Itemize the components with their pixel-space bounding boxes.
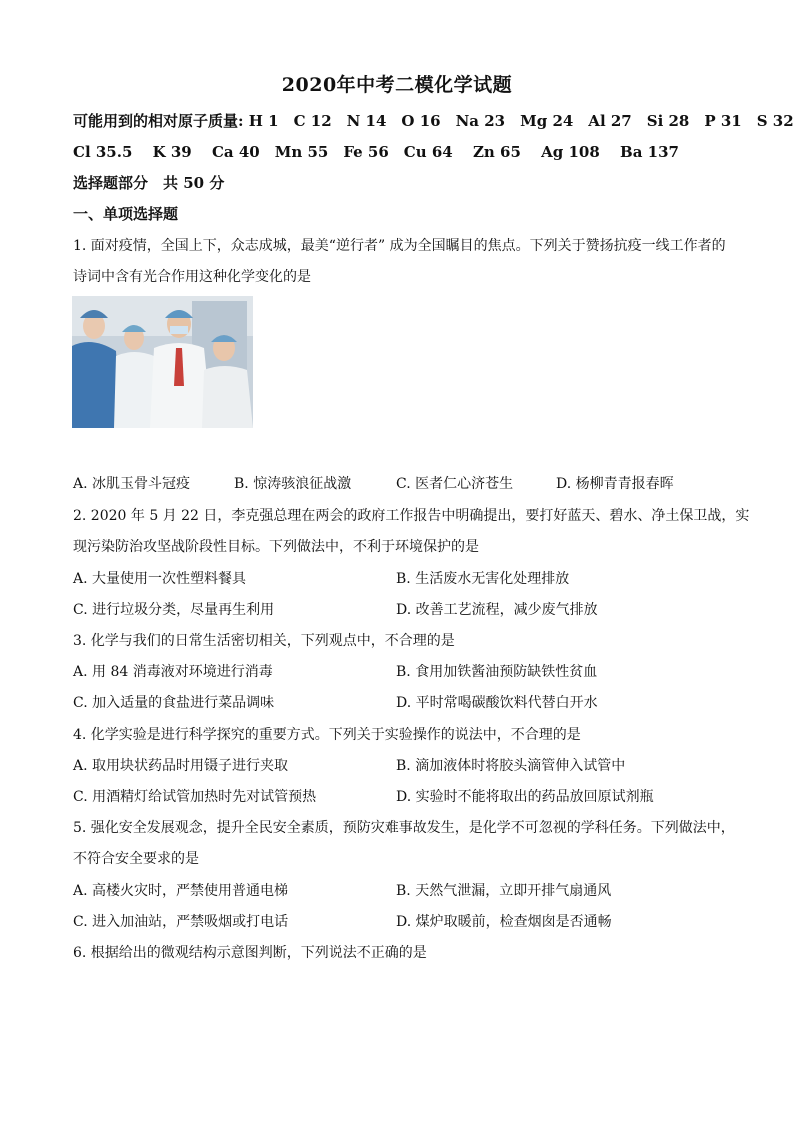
question-6-line-1: 6. 根据给出的微观结构示意图判断，下列说法不正确的是 — [73, 945, 427, 961]
question-2-line-1: 2. 2020 年 5 月 22 日，李克强总理在两会的政府工作报告中明确提出，要打好蓝天、碧水、净土保卫战，实 — [73, 508, 750, 524]
question-5-option-c: C. 进入加油站，严禁吸烟或打电话 — [73, 914, 289, 930]
question-1-line-1: 1. 面对疫情，全国上下，众志成城，最美“逆行者” 成为全国瞩目的焦点。下列关于赞扬抗疫一线工作者的 — [73, 238, 726, 254]
question-5-option-d: D. 煤炉取暖前，检查烟囱是否通畅 — [396, 914, 612, 930]
question-5-option-a: A. 高楼火灾时，严禁使用普通电梯 — [73, 883, 289, 899]
question-4-option-b: B. 滴加液体时将胶头滴管伸入试管中 — [396, 758, 626, 774]
page-title: 2020年中考二模化学试题 — [281, 74, 513, 96]
question-5-option-b: B. 天然气泄漏，立即开排气扇通风 — [396, 883, 612, 899]
question-5-line-1: 5. 强化安全发展观念，提升全民安全素质，预防灾难事故发生，是化学不可忽视的学科任务。下列做法中， — [73, 820, 735, 836]
question-1-option-a: A. 冰肌玉骨斗冠疫 — [73, 476, 191, 492]
question-2-option-b: B. 生活废水无害化处理排放 — [396, 571, 570, 587]
question-5-line-2: 不符合安全要求的是 — [73, 851, 199, 867]
question-2-line-2: 现污染防治攻坚战阶段性目标。下列做法中，不利于环境保护的是 — [73, 539, 479, 555]
question-3-option-a: A. 用 84 消毒液对环境进行消毒 — [73, 664, 273, 680]
question-2-option-c: C. 进行垃圾分类，尽量再生利用 — [73, 602, 275, 618]
question-3-option-d: D. 平时常喝碳酸饮料代替白开水 — [396, 695, 598, 711]
question-1-line-2: 诗词中含有光合作用这种化学变化的是 — [73, 269, 311, 285]
medical-workers-photo — [72, 296, 253, 428]
question-4-option-c: C. 用酒精灯给试管加热时先对试管预热 — [73, 789, 317, 805]
question-2-option-a: A. 大量使用一次性塑料餐具 — [73, 571, 247, 587]
question-4-option-d: D. 实验时不能将取出的药品放回原试剂瓶 — [396, 789, 654, 805]
question-4-line-1: 4. 化学实验是进行科学探究的重要方式。下列关于实验操作的说法中，不合理的是 — [73, 727, 581, 743]
question-3-line-1: 3. 化学与我们的日常生活密切相关，下列观点中，不合理的是 — [73, 633, 455, 649]
question-1-option-b: B. 惊涛骇浪征战激 — [234, 476, 352, 492]
section-heading: 一、单项选择题 — [73, 205, 179, 223]
question-2-option-d: D. 改善工艺流程，减少废气排放 — [396, 602, 598, 618]
section-part: 选择题部分 共 50 分 — [73, 174, 225, 192]
question-3-option-c: C. 加入适量的食盐进行菜品调味 — [73, 695, 275, 711]
question-4-option-a: A. 取用块状药品时用镊子进行夹取 — [73, 758, 289, 774]
question-1-option-c: C. 医者仁心济苍生 — [396, 476, 514, 492]
atomic-mass-line-1: 可能用到的相对原子质量: H 1 C 12 N 14 O 16 Na 23 Mg 24 Al 27 Si 28 P 31 S 32 — [73, 112, 794, 130]
question-1-option-d: D. 杨柳青青报春晖 — [556, 476, 674, 492]
question-3-option-b: B. 食用加铁酱油预防缺铁性贫血 — [396, 664, 598, 680]
medical-workers-illustration — [72, 296, 253, 428]
atomic-mass-line-2: Cl 35.5 K 39 Ca 40 Mn 55 Fe 56 Cu 64 Zn 65 Ag 108 Ba 137 — [73, 143, 679, 161]
